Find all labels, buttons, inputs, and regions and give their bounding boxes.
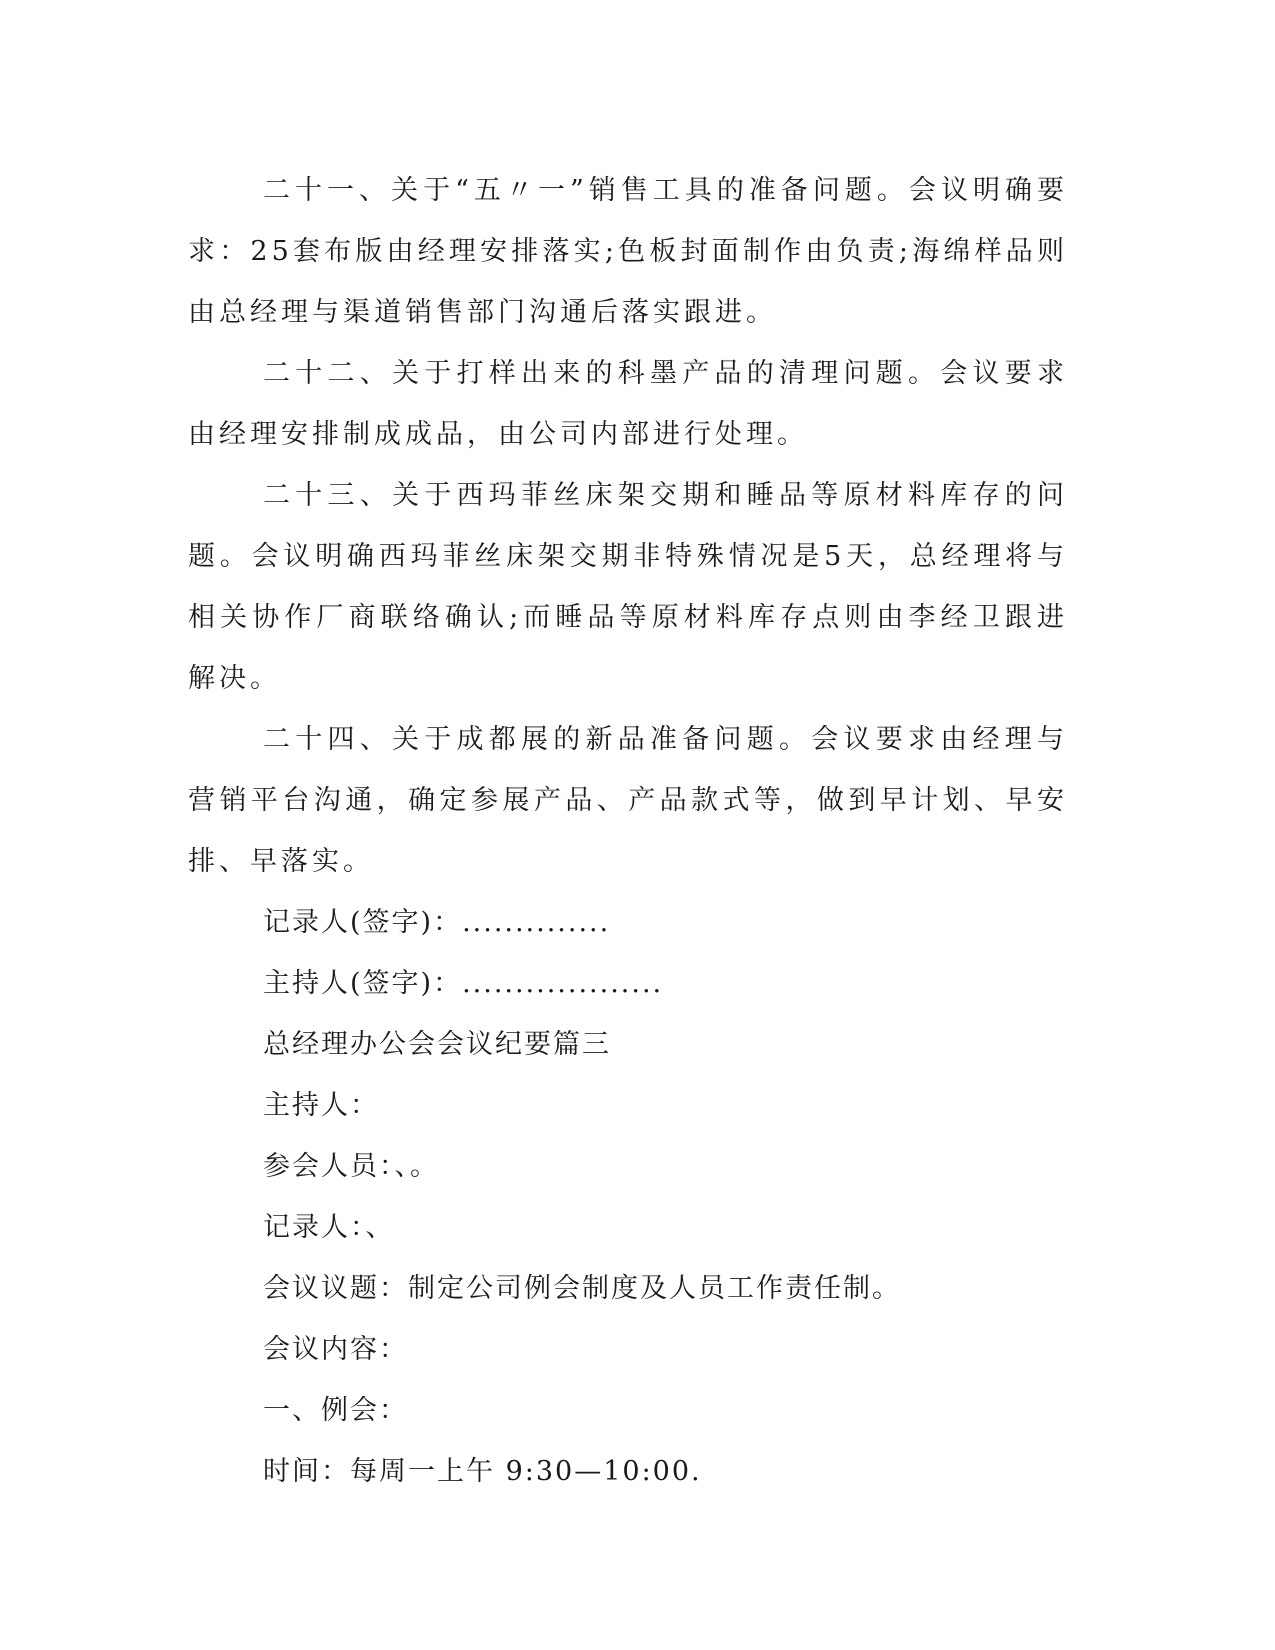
- meeting-content-label: 会议内容：: [263, 1334, 408, 1365]
- item-one-heading: 一、例会：: [263, 1395, 408, 1426]
- paragraph-24: 二十四、关于成都展的新品准备问题。会议要求由经理与营销平台沟通，确定参展产品、产品款式等，做到早计划、早安排、早落实。: [188, 724, 1068, 877]
- host-line: 主持人：: [263, 1090, 379, 1121]
- recorder-line: 记录人：、: [263, 1212, 395, 1243]
- meeting-time-line: 时间：每周一上午 9:30—10:00.: [263, 1456, 702, 1487]
- paragraph-21: 二十一、关于“五〃一”销售工具的准备问题。会议明确要求：25套布版由经理安排落实;色板封面制作由负责;海绵样品则由总经理与渠道销售部门沟通后落实跟进。: [188, 175, 1068, 328]
- paragraph-22: 二十二、关于打样出来的科墨产品的清理问题。会议要求由经理安排制成成品，由公司内部进行处理。: [188, 358, 1068, 450]
- host-signature-line: 主持人(签字)：...................: [263, 968, 664, 999]
- meeting-topic-line: 会议议题：制定公司例会制度及人员工作责任制。: [263, 1273, 901, 1304]
- document-body: [188, 160, 1068, 1502]
- attendees-line: 参会人员：、。: [263, 1151, 439, 1182]
- recorder-signature-line: 记录人(签字)：..............: [263, 907, 611, 938]
- paragraph-23: 二十三、关于西玛菲丝床架交期和睡品等原材料库存的问题。会议明确西玛菲丝床架交期非特殊情况是5天，总经理将与相关协作厂商联络确认;而睡品等原材料库存点则由李经卫跟进解决。: [188, 480, 1068, 694]
- section-title: 总经理办公会会议纪要篇三: [263, 1029, 611, 1060]
